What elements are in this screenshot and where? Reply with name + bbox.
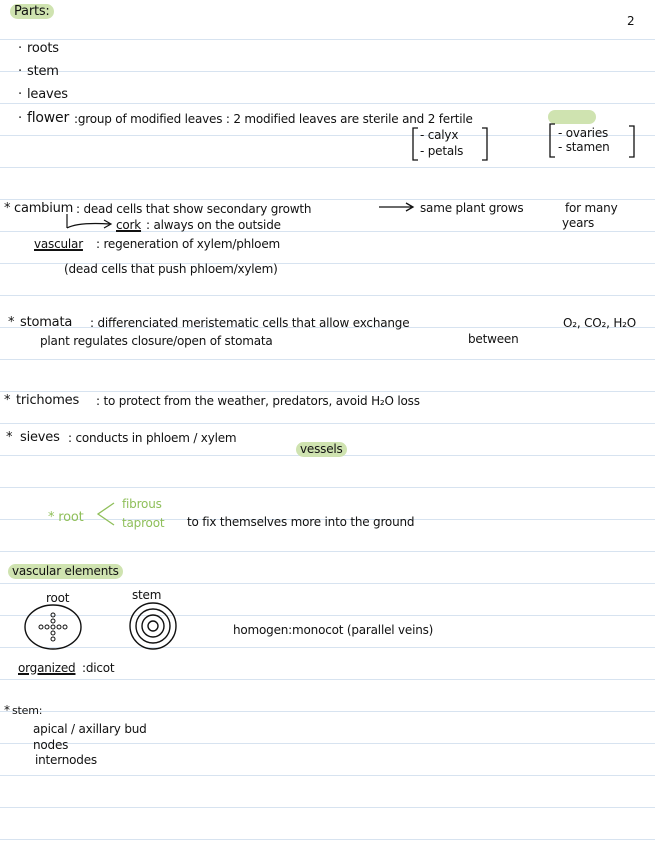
cambium-definition: : dead cells that show secondary growth xyxy=(76,202,312,216)
sterile-item-petals: - petals xyxy=(420,144,464,158)
stem-item-bud: apical / axillary bud xyxy=(33,722,147,736)
vascular-elements-heading: vascular elements xyxy=(8,564,123,579)
stem-diagram-label: stem xyxy=(132,588,162,602)
cambium-note: (dead cells that push phloem/xylem) xyxy=(64,262,278,276)
bullet-part: · xyxy=(18,64,22,79)
root-purpose: to fix themselves more into the ground xyxy=(187,515,415,529)
stomata-regulation: plant regulates closure/open of stomata xyxy=(40,334,273,348)
root-type-taproot: taproot xyxy=(122,516,165,530)
asterisk-icon: * xyxy=(4,703,10,717)
trichomes-label: trichomes xyxy=(16,393,80,408)
root-type-fibrous: fibrous xyxy=(122,497,162,511)
vascular-definition: : regeneration of xylem/phloem xyxy=(96,237,280,251)
fertile-ovaries-text: ovaries xyxy=(565,126,609,140)
bullet-part: · xyxy=(18,41,22,56)
cambium-label: cambium xyxy=(14,201,74,216)
part-stem: stem xyxy=(27,64,59,79)
asterisk-icon: * xyxy=(4,393,11,408)
stem-section-label: stem: xyxy=(12,704,43,717)
root-cross-section-diagram xyxy=(22,603,86,653)
fertile-stamen-text: stamen xyxy=(565,140,610,154)
homogen-monocot: homogen:monocot (parallel veins) xyxy=(233,623,434,637)
asterisk-icon: * xyxy=(8,315,15,330)
brace-icon xyxy=(94,500,118,528)
flower-definition: :group of modified leaves : 2 modified leaves are sterile and 2 fertile xyxy=(74,112,473,126)
fertile-item-stamen: - stamen xyxy=(558,140,610,154)
fertile-item-ovaries: - ovaries xyxy=(558,126,609,140)
flower-label: flower xyxy=(27,110,70,126)
stomata-label: stomata xyxy=(20,315,73,330)
parts-heading: Parts: xyxy=(10,4,54,19)
root-label-text: root xyxy=(58,510,84,525)
sterile-calyx-text: calyx xyxy=(427,128,459,142)
cambium-result-text: same plant grows xyxy=(420,201,524,215)
sterile-petals-text: petals xyxy=(427,144,464,158)
sterile-item-calyx: - calyx xyxy=(420,128,459,142)
root-diagram-label: root xyxy=(46,591,70,605)
stomata-gases: O₂, CO₂, H₂O xyxy=(563,316,637,330)
sieves-label: sieves xyxy=(20,430,60,445)
stem-item-internodes: internodes xyxy=(35,753,97,767)
part-roots: roots xyxy=(27,41,59,56)
stomata-definition: : differenciated meristematic cells that allow exchange xyxy=(90,316,410,330)
cork-definition: : always on the outside xyxy=(146,218,281,232)
asterisk-icon: * xyxy=(6,430,13,445)
trichomes-definition: : to protect from the weather, predators, avoid H₂O loss xyxy=(96,394,420,408)
bullet-part: · xyxy=(18,87,22,102)
part-leaves: leaves xyxy=(27,87,68,102)
cambium-result-text: for many xyxy=(565,201,618,215)
sieves-vessels: vessels xyxy=(296,442,347,457)
stem-item-nodes: nodes xyxy=(33,738,69,752)
arrow-right-icon xyxy=(378,200,418,212)
page-number: 2 xyxy=(627,14,635,28)
bullet-part: · xyxy=(18,111,22,126)
organized-dicot: :dicot xyxy=(82,661,115,675)
curved-arrow-icon xyxy=(64,212,120,236)
stomata-between: between xyxy=(468,332,519,346)
asterisk-icon: * xyxy=(4,201,11,216)
cork-label: cork xyxy=(116,218,142,232)
cambium-result-text: years xyxy=(562,216,595,230)
organized-label: organized xyxy=(18,661,76,675)
stem-cross-section-diagram xyxy=(126,601,182,653)
sieves-definition: : conducts in phloem / xylem xyxy=(68,431,237,445)
root-type-label: * root xyxy=(48,510,84,525)
vascular-label: vascular xyxy=(34,237,83,251)
